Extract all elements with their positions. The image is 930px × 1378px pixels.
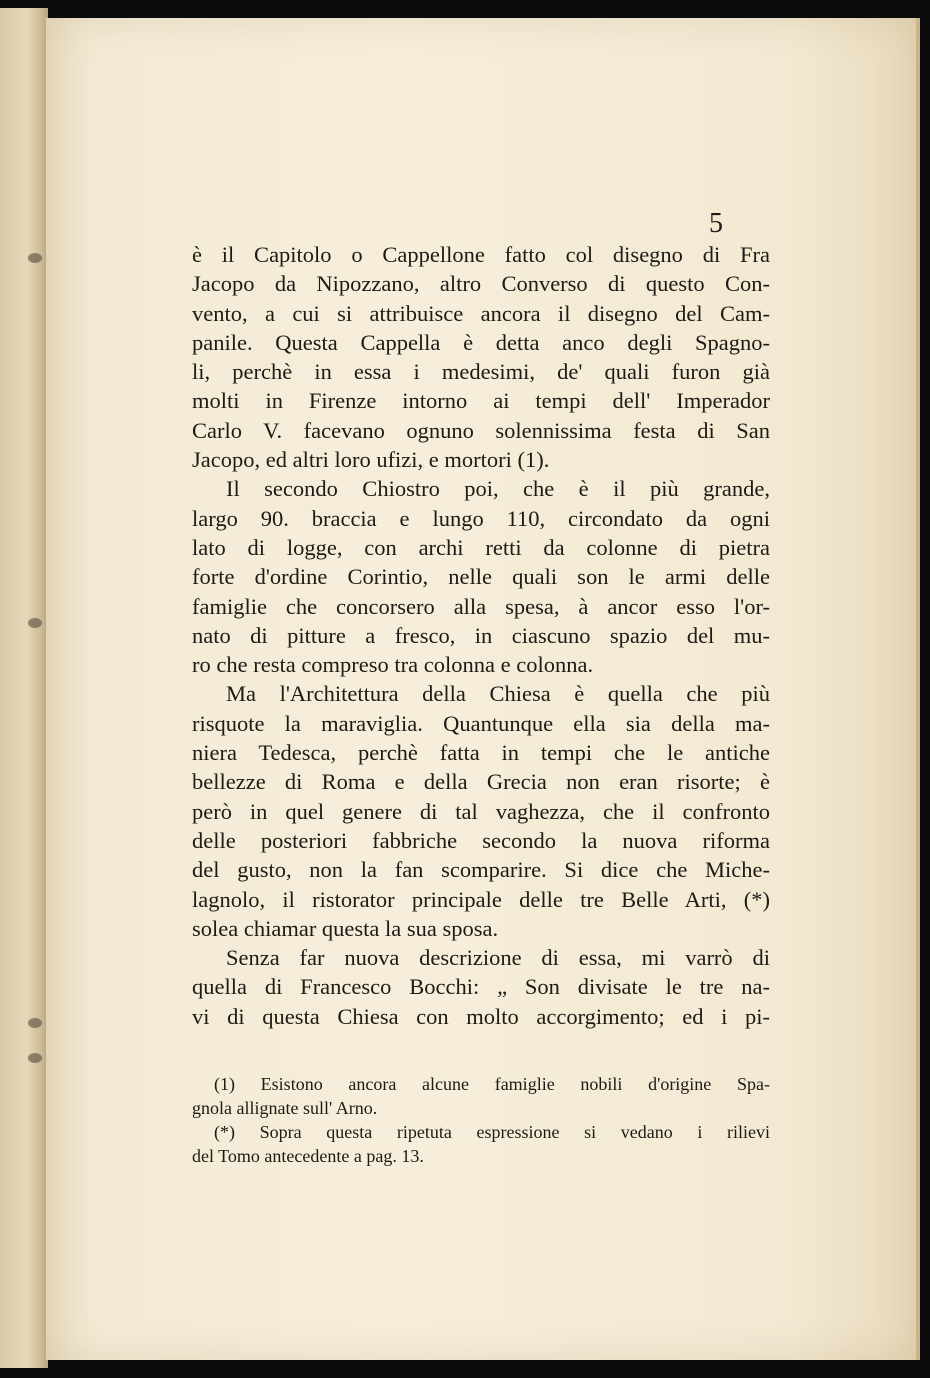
text-line: panile. Questa Cappella è detta anco degli Spagno- [192,329,770,355]
text-line: lato di logge, con archi retti da colonne di pietra [192,534,770,560]
text-line: lagnolo, il ristorator principale delle tre Belle Arti, (*) [192,886,770,912]
footnote-line: (1) Esistono ancora alcune famiglie nobili d'origine Spa- [214,1074,770,1094]
text-line: vi di questa Chiesa con molto accorgimento; ed i pi- [192,1003,770,1029]
paragraph-first-line: Ma l'Architettura della Chiesa è quella che più [226,681,770,707]
text-line: bellezze di Roma e della Grecia non eran risorte; è [192,769,770,795]
binding-stitch-mark [28,1053,42,1063]
text-line: del gusto, non la fan scomparire. Si dice che Miche- [192,857,770,883]
binding-stitch-mark [28,1018,42,1028]
text-line: Jacopo da Nipozzano, altro Converso di questo Con- [192,271,770,297]
body-text [192,240,770,1031]
footnote-line: del Tomo antecedente a pag. 13. [192,1146,424,1166]
text-line: ro che resta compreso tra colonna e colonna. [192,652,594,678]
text-line: risquote la maraviglia. Quantunque ella sia della ma- [192,710,770,736]
paragraph-first-line: Senza far nuova descrizione di essa, mi varrò di [226,945,770,971]
text-line: Carlo V. facevano ognuno solennissima festa di San [192,417,770,443]
paragraph-first-line: Il secondo Chiostro poi, che è il più grande, [226,476,770,502]
text-line: niera Tedesca, perchè fatta in tempi che le antiche [192,740,770,766]
binding-stitch-mark [28,253,42,263]
footnotes [192,1072,770,1168]
text-line: è il Capitolo o Cappellone fatto col disegno di Fra [192,242,770,267]
paper-page [46,18,920,1360]
text-line: nato di pitture a fresco, in ciascuno spazio del mu- [192,622,770,648]
text-line: li, perchè in essa i medesimi, de' quali furon già [192,359,770,385]
text-line: vento, a cui si attribuisce ancora il disegno del Cam- [192,300,770,326]
footnote-line: gnola allignate sull' Arno. [192,1098,378,1118]
text-line: largo 90. braccia e lungo 110, circondato da ogni [192,505,770,531]
text-line: quella di Francesco Bocchi: „ Son divisate le tre na- [192,974,770,1000]
binding-stitch-mark [28,618,42,628]
text-line: Jacopo, ed altri loro ufizi, e mortori (1). [192,447,550,473]
text-line: delle posteriori fabbriche secondo la nuova riforma [192,827,770,853]
text-line: solea chiamar questa la sua sposa. [192,915,499,941]
text-line: però in quel genere di tal vaghezza, che il confronto [192,798,770,824]
footnote-line: (*) Sopra questa ripetuta espressione si vedano i rilievi [214,1122,770,1142]
text-line: forte d'ordine Corintio, nelle quali son le armi delle [192,564,770,590]
text-line: famiglie che concorsero alla spesa, à ancor esso l'or- [192,593,770,619]
book-binding-edge [0,8,48,1368]
text-line: molti in Firenze intorno ai tempi dell' Imperador [192,388,770,414]
page-number: 5 [709,208,723,239]
